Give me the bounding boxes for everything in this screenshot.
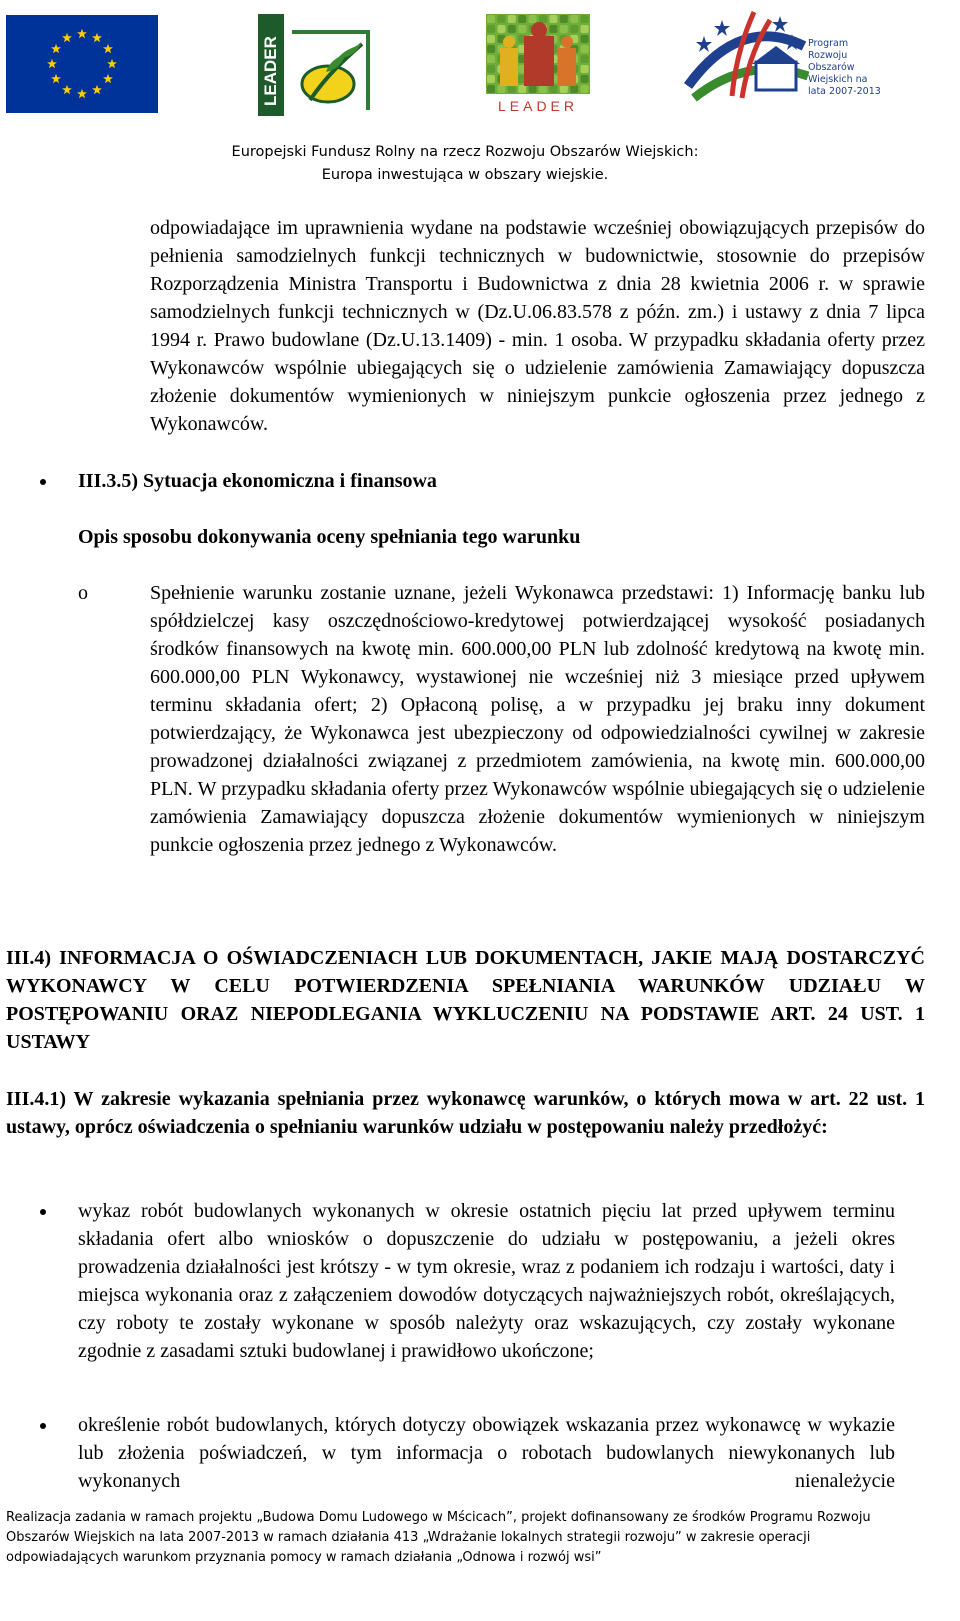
leader2-tile — [549, 85, 557, 93]
leader2-tile — [570, 15, 578, 23]
header-line-2: Europa inwestująca w obszary wiejskie. — [321, 167, 609, 183]
leader2-tile — [518, 15, 526, 23]
leader-logo-icon — [258, 14, 374, 116]
leader-logo-text: LEADER — [261, 36, 280, 106]
section-heading-iii-3-5: III.3.5) Sytuacja ekonomiczna i finansowa — [78, 470, 437, 492]
eu-flag-icon — [6, 15, 158, 113]
footer-note: Realizacja zadania w ramach projektu „Budowa Domu Ludowego w Mścicach”, projekt dofinansowany ze środków Programu Rozwoju Obszarów Wiejskich na lata 2007-2013 w ramach działania 413 „Wdrażanie lokalnych strategii rozwoju” w zakresie operacji odpowiadających warunkom przyznania pomocy w ramach działania „Odnowa i rozwój wsi” — [6, 1510, 871, 1565]
leader2-tile — [581, 65, 589, 73]
bullet-icon — [40, 1423, 46, 1429]
leader2-tile — [487, 45, 495, 53]
leader2-tile — [529, 85, 537, 93]
leader2-tile — [497, 85, 505, 93]
leader2-tile — [487, 55, 495, 63]
leader2-tile — [497, 25, 505, 33]
bullet-icon — [40, 1209, 46, 1215]
leader-people-logo-icon — [486, 14, 590, 116]
prow-logo-text: Program Rozwoju Obszarów Wiejskich na lata 2007-2013 — [808, 38, 881, 97]
leader2-tile — [508, 85, 516, 93]
leader2-tile — [487, 15, 495, 23]
leader2-tile — [570, 25, 578, 33]
leader2-tile — [570, 85, 578, 93]
leader2-tile — [560, 15, 568, 23]
leader2-logo-text: LEADER — [497, 98, 579, 114]
header-line-1: Europejski Fundusz Rolny na rzecz Rozwoju Obszarów Wiejskich: — [231, 144, 699, 160]
leader2-tile — [539, 85, 547, 93]
leader2-tile — [529, 15, 537, 23]
leader2-tile — [549, 25, 557, 33]
header-caption — [0, 141, 930, 187]
list-item-okreslenie-robot: określenie robót budowlanych, których dotyczy obowiązek wskazania przez wykonawcę w wykazie lub złożenia poświadczeń, w tym informacja o robotach budowlanych niewykonanych lub wykonanych nienależycie — [78, 1414, 895, 1492]
leader2-tile — [581, 75, 589, 83]
section-heading-iii-4-1: III.4.1) W zakresie wykazania spełniania przez wykonawcę warunków, o których mowa w art. 22 ust. 1 ustawy, oprócz oświadczenia o spełnianiu warunków udziału w postępowaniu należy przedłożyć: — [6, 1088, 925, 1138]
paragraph-warunek: Spełnienie warunku zostanie uznane, jeżeli Wykonawca przedstawi: 1) Informację banku lub spółdzielczej kasy oszczędnościowo-kredytowej potwierdzającej wysokość posiadanych środków finansowych na kwotę min. 600.000,00 PLN lub zdolność kredytową na kwotę min. 600.000,00 PLN Wykonawcy, wystawionej nie wcześniej niż 3 miesiące przed upływem terminu składania ofert; 2) Opłaconą polisę, a w przypadku jej braku inny dokument potwierdzający, że Wykonawca jest ubezpieczony od odpowiedzialności cywilnej w zakresie prowadzonej działalności związanej z przedmiotem zamówienia, na kwotę min. 600.000,00 PLN. W przypadku składania oferty przez Wykonawców wspólnie ubiegających się o udzielenie zamówienia Zamawiający dopuszcza złożenie dokumentów wymienionych w niniejszym punkcie ogłoszenia przez jednego z Wykonawców. — [150, 582, 925, 856]
leader2-tile — [487, 25, 495, 33]
leader2-tile — [508, 25, 516, 33]
leader2-tile — [581, 25, 589, 33]
prow-logo-icon — [684, 6, 884, 106]
section-heading-iii-4: III.4) INFORMACJA O OŚWIADCZENIACH LUB DOKUMENTACH, JAKIE MAJĄ DOSTARCZYĆ WYKONAWCY W CELU POTWIERDZENIA SPEŁNIANIA WARUNKÓW UDZIAŁU W POSTĘPOWANIU ORAZ NIEPODLEGANIA WYKLUCZENIU NA PODSTAWIE ART. 24 UST. 1 USTAWY — [6, 947, 925, 1053]
leader2-tile — [549, 15, 557, 23]
leader2-tile — [581, 15, 589, 23]
list-item-wykaz-robot: wykaz robót budowlanych wykonanych w okresie ostatnich pięciu lat przed upływem terminu składania ofert albo wniosków o dopuszczenie do udziału w postępowaniu, a jeżeli okres prowadzenia działalności jest krótszy - w tym okresie, wraz z podaniem ich rodzaju i wartości, daty i miejsca wykonania oraz z załączeniem dowodów dotyczących najważniejszych robót, określających, czy roboty te zostały wykonane w sposób należyty oraz wskazujących, czy zostały wykonane zgodnie z zasadami sztuki budowlanej i prawidłowo ukończone; — [78, 1200, 895, 1362]
leader2-tile — [581, 55, 589, 63]
leader2-tile — [581, 35, 589, 43]
leader2-tile — [497, 15, 505, 23]
leader2-tile — [487, 85, 495, 93]
header-logos — [0, 0, 960, 130]
leader2-tile — [539, 15, 547, 23]
list-marker-o: o — [78, 582, 88, 604]
leader2-tile — [518, 25, 526, 33]
leader2-tile — [560, 25, 568, 33]
leader2-tile — [508, 15, 516, 23]
leader2-tile — [487, 75, 495, 83]
leader2-tile — [487, 65, 495, 73]
leader2-tile — [581, 45, 589, 53]
subheading-opis: Opis sposobu dokonywania oceny spełniania tego warunku — [78, 526, 581, 548]
leader2-tile — [581, 85, 589, 93]
leader2-tile — [518, 85, 526, 93]
leader2-tile — [487, 35, 495, 43]
leader2-tile — [560, 85, 568, 93]
bullet-icon — [40, 479, 46, 485]
paragraph-uprawnienia: odpowiadające im uprawnienia wydane na podstawie wcześniej obowiązujących przepisów do pełnienia samodzielnych funkcji technicznych w budownictwie, stosownie do przepisów Rozporządzenia Ministra Transportu i Budownictwa z dnia 28 kwietnia 2006 r. w sprawie samodzielnych funkcji technicznych w (Dz.U.06.83.578 z późn. zm.) i ustawy z dnia 7 lipca 1994 r. Prawo budowlane (Dz.U.13.1409) - min. 1 osoba. W przypadku składania oferty przez Wykonawców wspólnie ubiegających się o udzielenie zamówienia Zamawiający dopuszcza złożenie dokumentów wymienionych w niniejszym punkcie ogłoszenia przez jednego z Wykonawców. — [150, 217, 925, 435]
